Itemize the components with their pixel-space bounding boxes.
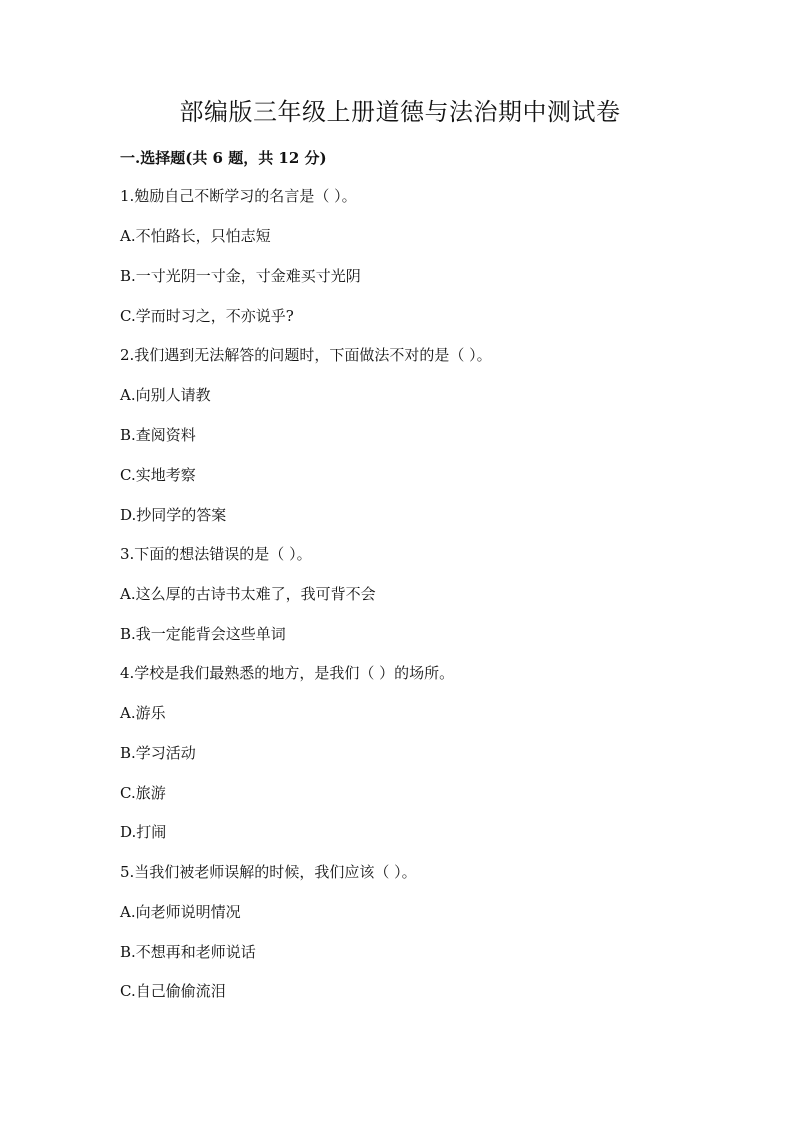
option-4b: B.学习活动 [120,744,196,762]
option-1a: A.不怕路长，只怕志短 [120,227,271,245]
option-4c: C.旅游 [120,784,166,802]
question-4: 4.学校是我们最熟悉的地方，是我们（ ）的场所。 [120,664,455,682]
option-2b: B.查阅资料 [120,426,196,444]
question-5: 5.当我们被老师误解的时候，我们应该（ ）。 [120,863,417,881]
question-1: 1.勉励自己不断学习的名言是（ ）。 [120,187,357,205]
option-2d: D.抄同学的答案 [120,506,227,524]
option-1c: C.学而时习之，不亦说乎? [120,307,294,325]
option-1b: B.一寸光阴一寸金，寸金难买寸光阴 [120,267,361,285]
option-3a: A.这么厚的古诗书太难了，我可背不会 [120,585,376,603]
option-4d: D.打闹 [120,823,167,841]
option-5b: B.不想再和老师说话 [120,943,256,961]
option-2c: C.实地考察 [120,466,196,484]
option-5a: A.向老师说明情况 [120,903,241,921]
option-2a: A.向别人请教 [120,386,211,404]
option-4a: A.游乐 [120,704,166,722]
question-2: 2.我们遇到无法解答的问题时，下面做法不对的是（ ）。 [120,346,492,364]
option-3b: B.我一定能背会这些单词 [120,625,286,643]
question-3: 3.下面的想法错误的是（ ）。 [120,545,312,563]
option-5c: C.自己偷偷流泪 [120,982,226,1000]
page-title: 部编版三年级上册道德与法治期中测试卷 [179,98,621,126]
section-heading: 一.选择题(共 6 题，共 12 分) [120,149,327,167]
